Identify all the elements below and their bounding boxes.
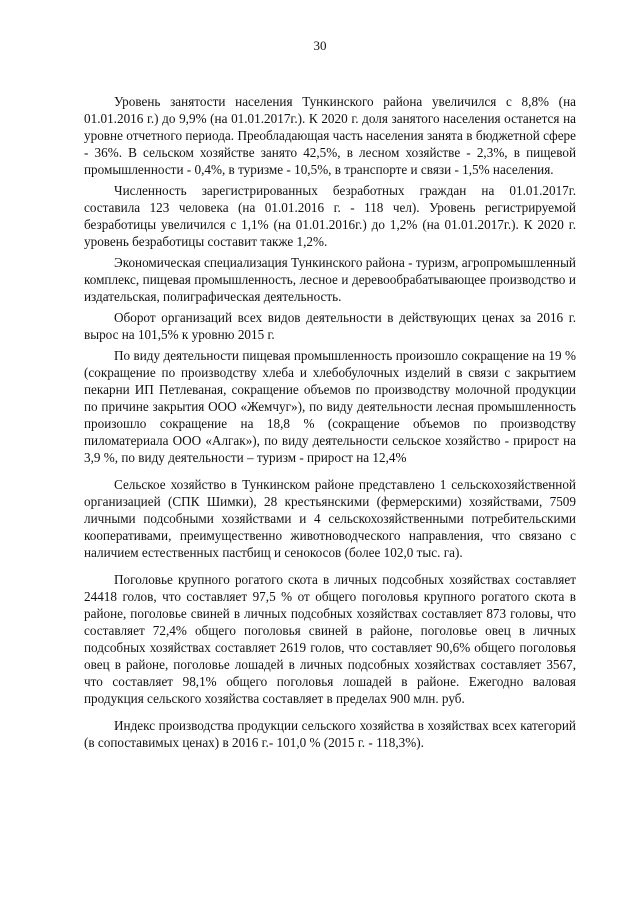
paragraph-agriculture: Сельское хозяйство в Тункинском районе представлено 1 сельскохозяйственной организацией (СПК Шимки), 28 крестьянскими (фермерскими) хозяйствами, 7509 личными подсобными хозяйствами и 4 сельскохозяйственными потребительскими кооперативами, преимущественно животноводческого направления, что связано с наличием естественных пастбищ и сенокосов (более 102,0 тыс. га). (84, 477, 576, 560)
paragraph-employment: Уровень занятости населения Тункинского района увеличился с 8,8% (на 01.01.2016 г.) до 9,9% (на 01.01.2017г.). К 2020 г. доля занятого населения останется на уровне отчетного периода. Преобладающая часть населения занята в бюджетной сфере - 36%. В сельском хозяйстве занято 42,5%, в лесном хозяйстве - 2,3%, в пищевой промышленности - 0,4%, в туризме - 10,5%, в транспорте и связи - 1,5% населения. (84, 94, 576, 177)
paragraph-specialization: Экономическая специализация Тункинского района - туризм, агропромышленный комплекс, пищевая промышленность, лесное и деревообрабатывающее производство и издательская, полиграфическая деятельность. (84, 255, 576, 304)
document-body (84, 93, 576, 755)
page-number: 30 (313, 38, 327, 53)
paragraph-turnover: Оборот организаций всех видов деятельности в действующих ценах за 2016 г. вырос на 101,5% к уровню 2015 г. (84, 310, 576, 342)
paragraph-production-index: Индекс производства продукции сельского хозяйства в хозяйствах всех категорий (в сопоставимых ценах) в 2016 г.- 101,0 % (2015 г. - 118,3%). (84, 718, 576, 750)
paragraph-livestock: Поголовье крупного рогатого скота в личных подсобных хозяйствах составляет 24418 голов, что составляет 97,5 % от общего поголовья крупного рогатого скота в районе, поголовье свиней в личных подсобных хозяйствах составляет 873 головы, что составляет 72,4% общего поголовья свиней в районе, поголовье овец в личных подсобных хозяйствах составляет 2619 голов, что составляет 90,6% общего поголовья овец в районе, поголовье лошадей в личных подсобных хозяйствах составляет 3567, что составляет 98,1% общего поголовья лошадей в районе. Ежегодно валовая продукция сельского хозяйства составляет в пределах 900 млн. руб. (84, 572, 576, 706)
paragraph-industry-changes: По виду деятельности пищевая промышленность произошло сокращение на 19 % (сокращение по производству хлеба и хлебобулочных изделий в связи с закрытием пекарни ИП Петлеваная, сокращение объемов по производству молочной продукции по причине закрытия ООО «Жемчуг»), по виду деятельности лесная промышленность произошло сокращение на 18,8 % (сокращение объемов по производству пиломатериала ООО «Алгак»), по виду деятельности сельское хозяйство - прирост на 3,9 %, по виду деятельности – туризм - прирост на 12,4% (84, 348, 576, 465)
paragraph-unemployment: Численность зарегистрированных безработных граждан на 01.01.2017г. составила 123 человека (на 01.01.2016 г. - 118 чел). Уровень регистрируемой безработицы увеличился с 1,1% (на 01.01.2016г.) до 1,2% (на 01.01.2017г.). К 2020 г. уровень безработицы составит также 1,2%. (84, 183, 576, 249)
